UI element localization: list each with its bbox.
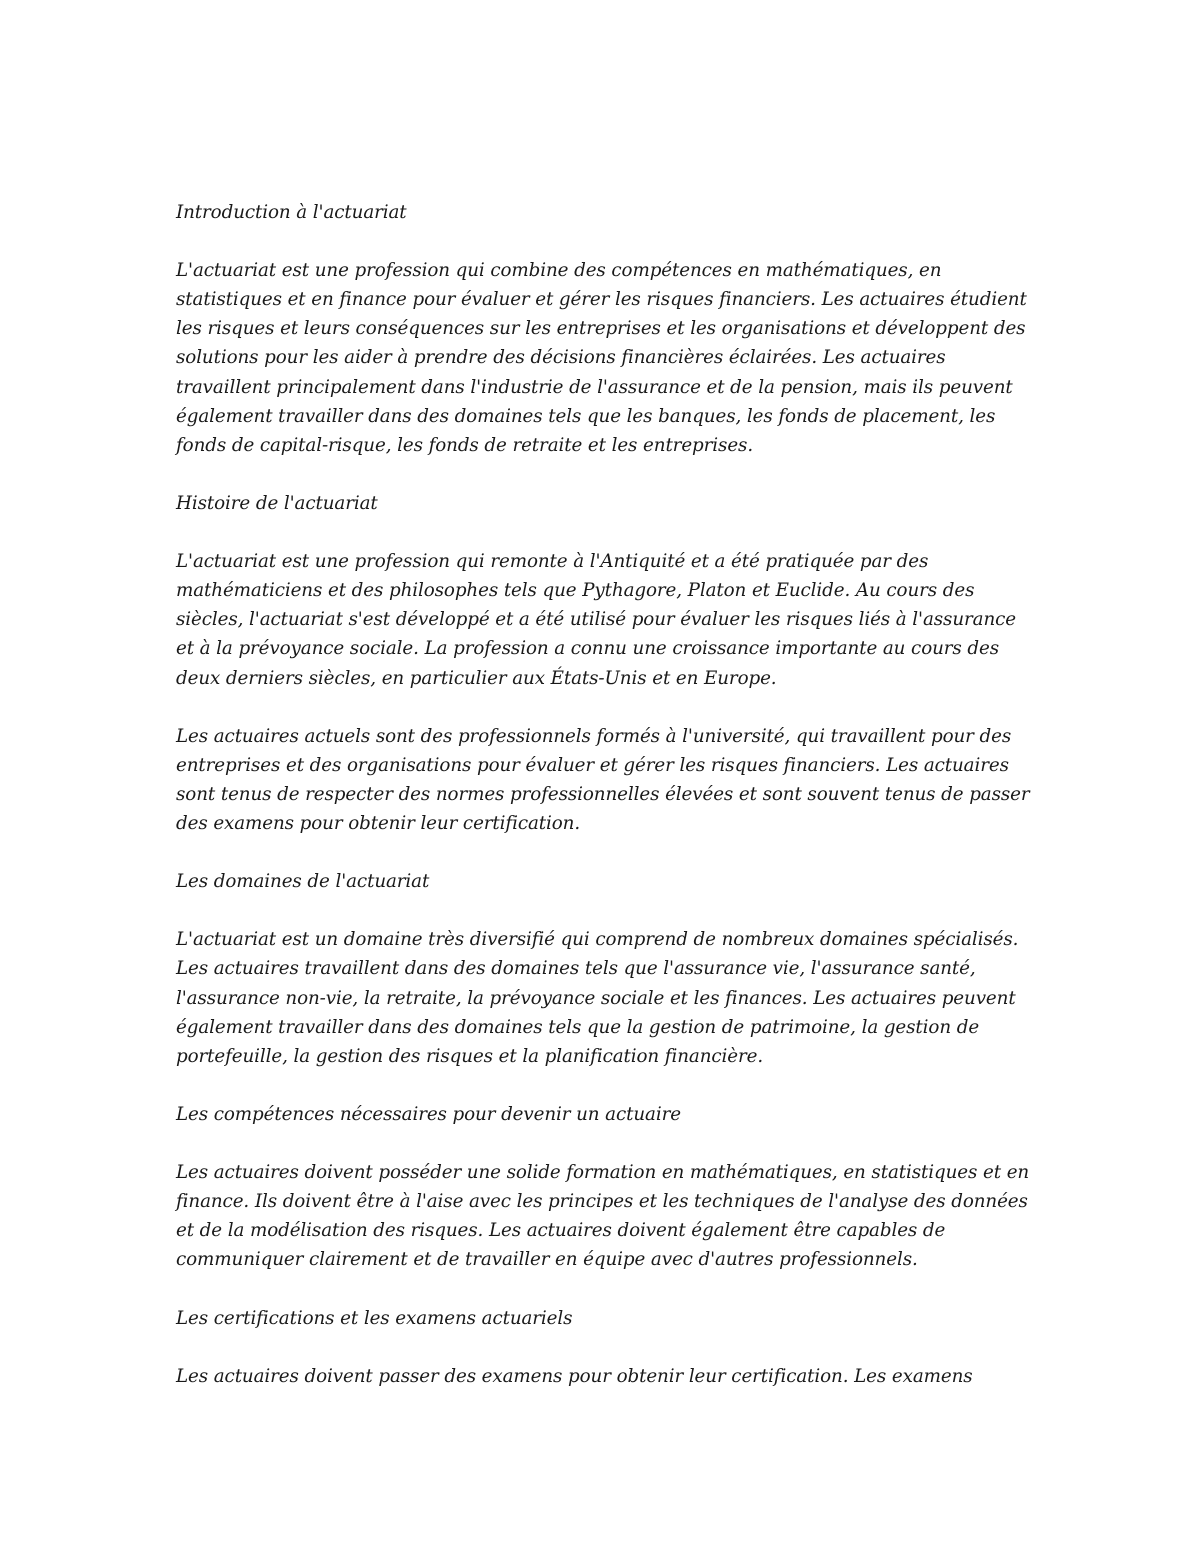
paragraph-histoire-1: L'actuariat est une profession qui remonte à l'Antiquité et a été pratiquée par des mathématiciens et des philosophes tels que Pythagore, Platon et Euclide. Au cours des siècles, l'actuariat s'est développé et a été utilisé pour évaluer les risques liés à l'assurance et à la prévoyance sociale. La profession a connu une croissance importante au cours des deux derniers siècles, en particulier aux États-Unis et en Europe. [176, 551, 1016, 689]
section-heading-introduction: Introduction à l'actuariat [176, 202, 407, 223]
paragraph-domaines: L'actuariat est un domaine très diversifié qui comprend de nombreux domaines spécialisés. Les actuaires travaillent dans des domaines tels que l'assurance vie, l'assurance santé, l'assurance non-vie, la retraite, la prévoyance sociale et les finances. Les actuaires peuvent également travailler dans des domaines tels que la gestion de patrimoine, la gestion de portefeuille, la gestion des risques et la planification financière. [176, 929, 1019, 1067]
section-heading-histoire: Histoire de l'actuariat [176, 492, 378, 514]
section-heading-certifications: Les certifications et les examens actuariels [176, 1307, 573, 1329]
document-body [176, 198, 1031, 1420]
paragraph-competences: Les actuaires doivent posséder une solide formation en mathématiques, en statistiques et en finance. Ils doivent être à l'aise avec les principes et les techniques de l'analyse des données et de la modélisation des risques. Les actuaires doivent également être capables de communiquer clairement et de travailler en équipe avec d'autres professionnels. [176, 1162, 1030, 1271]
section-heading-competences: Les compétences nécessaires pour devenir un actuaire [176, 1103, 681, 1125]
section-heading-domaines: Les domaines de l'actuariat [176, 871, 430, 893]
paragraph-histoire-2: Les actuaires actuels sont des professionnels formés à l'université, qui travaillent pour des entreprises et des organisations pour évaluer et gérer les risques financiers. Les actuaires sont tenus de respecter des normes professionnelles élevées et sont souvent tenus de passer des examens pour obtenir leur certification. [176, 725, 1030, 834]
paragraph-certifications: Les actuaires doivent passer des examens pour obtenir leur certification. Les examens [176, 1365, 973, 1387]
paragraph-introduction: L'actuariat est une profession qui combine des compétences en mathématiques, en statistiques et en finance pour évaluer et gérer les risques financiers. Les actuaires étudient les risques et leurs conséquences sur les entreprises et les organisations et développent des solutions pour les aider à prendre des décisions financières éclairées. Les actuaires travaillent principalement dans l'industrie de l'assurance et de la pension, mais ils peuvent également travailler dans des domaines tels que les banques, les fonds de placement, les fonds de capital-risque, les fonds de retraite et les entreprises. [176, 260, 1027, 456]
